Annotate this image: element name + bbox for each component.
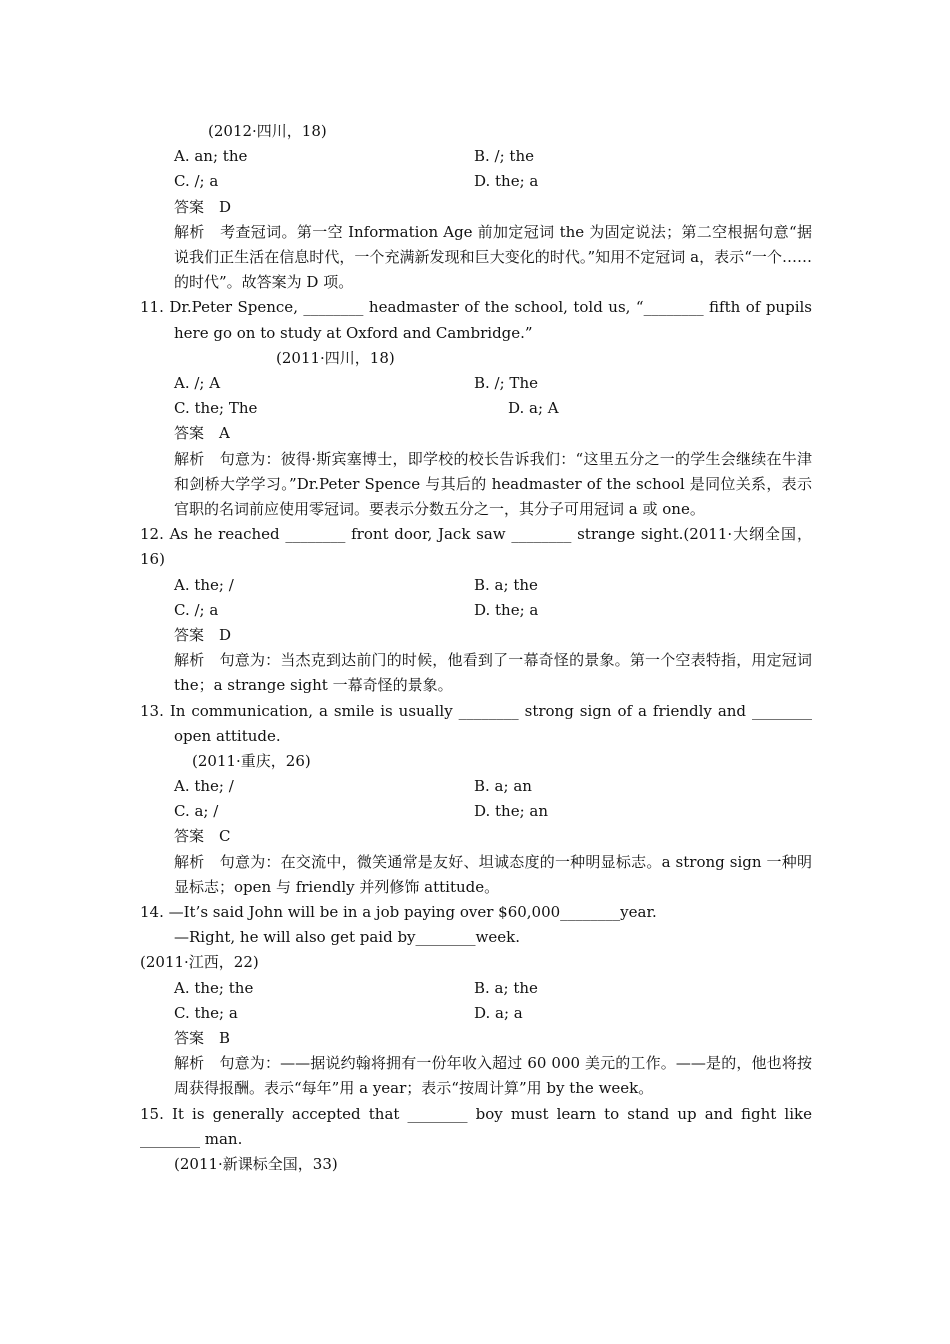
q11-option-b: B. /; The	[474, 373, 538, 392]
q11-stem: 11. Dr.Peter Spence, ________ headmaster of the school, told us, “________ fifth of pupils here go on to study at Oxford and Cambridge.”	[140, 298, 812, 342]
q14-stem-line2: —Right, he will also get paid by________week.	[174, 928, 520, 947]
q13-options-row1	[140, 774, 812, 799]
q10-answer: 答案 D	[174, 197, 232, 216]
q10-option-c: C. /; a	[174, 172, 219, 191]
q13-options-row2	[140, 799, 812, 824]
q14-stem-line1: 14. —It’s said John will be in a job paying over $60,000________year.	[140, 903, 657, 922]
q12-options-row1	[140, 573, 812, 598]
q12-analysis: 解析 句意为：当杰克到达前门的时候，他看到了一幕奇怪的景象。第一个空表特指，用定冠词 the；a strange sight 一幕奇怪的景象。	[174, 651, 812, 695]
q14-option-d: D. a; a	[474, 1003, 523, 1022]
q14-option-a: A. the; the	[174, 978, 254, 997]
q13-analysis: 解析 句意为：在交流中，微笑通常是友好、坦诚态度的一种明显标志。a strong sign 一种明显标志；open 与 friendly 并列修饰 attitude。	[174, 852, 812, 896]
q11-option-d: D. a; A	[508, 399, 559, 418]
q14-option-c: C. the; a	[174, 1003, 238, 1022]
q14-analysis: 解析 句意为：——据说约翰将拥有一份年收入超过 60 000 美元的工作。——是的，他也将按周获得报酬。表示“每年”用 a year；表示“按周计算”用 by the week。	[174, 1054, 812, 1098]
q13-option-b: B. a; an	[474, 777, 532, 796]
q11-source: (2011·四川，18)	[276, 348, 395, 367]
q11-answer: 答案 A	[174, 424, 230, 443]
q10-option-b: B. /; the	[474, 147, 534, 166]
q12-answer: 答案 D	[174, 625, 232, 644]
q11-analysis: 解析 句意为：彼得·斯宾塞博士，即学校的校长告诉我们：“这里五分之一的学生会继续在牛津和剑桥大学学习。”Dr.Peter Spence 与其后的 headmaster of the school 是同位关系，表示官职的名词前应使用零冠词。要表示分数五分之一，其分子可用冠词 a 或 one。	[174, 449, 812, 518]
q13-stem: 13. In communication, a smile is usually ________ strong sign of a friendly and ________ open attitude.	[140, 701, 812, 745]
q13-option-c: C. a; /	[174, 802, 219, 821]
q14-source: (2011·江西，22)	[140, 953, 259, 972]
q14-options-row1	[140, 976, 812, 1001]
q10-options-row2	[140, 169, 812, 194]
q12-stem: 12. As he reached ________ front door, Jack saw ________ strange sight.(2011·大纲全国，16)	[140, 525, 812, 569]
q15-source: (2011·新课标全国，33)	[174, 1155, 338, 1173]
q10-source: (2012·四川，18)	[208, 122, 327, 140]
q12-options-row2	[140, 598, 812, 623]
q12-option-d: D. the; a	[474, 600, 539, 619]
q10-options-row1	[140, 144, 812, 169]
q14-answer: 答案 B	[174, 1029, 231, 1047]
q13-source: (2011·重庆，26)	[192, 751, 311, 770]
q15-stem: 15. It is generally accepted that ________ boy must learn to stand up and fight like ________ man.	[140, 1104, 812, 1148]
q11-options-row1	[140, 371, 812, 396]
q12-option-b: B. a; the	[474, 575, 538, 594]
q13-option-d: D. the; an	[474, 802, 549, 821]
q11-options-row2	[140, 396, 812, 421]
q13-answer: 答案 C	[174, 827, 231, 846]
q11-option-c: C. the; The	[174, 399, 258, 418]
q14-options-row2	[140, 1001, 812, 1026]
document-page	[140, 119, 812, 1177]
q14-option-b: B. a; the	[474, 978, 538, 997]
q12-option-c: C. /; a	[174, 600, 219, 619]
q13-option-a: A. the; /	[174, 777, 234, 796]
q10-analysis: 解析 考查冠词。第一空 Information Age 前加定冠词 the 为固定说法；第二空根据句意“据说我们正生活在信息时代，一个充满新发现和巨大变化的时代。”知用不定冠词 a，表示“一个……的时代”。故答案为 D 项。	[174, 222, 812, 292]
q11-option-a: A. /; A	[174, 373, 221, 392]
q10-option-d: D. the; a	[474, 172, 539, 191]
q10-option-a: A. an; the	[174, 147, 248, 166]
q12-option-a: A. the; /	[174, 575, 234, 594]
